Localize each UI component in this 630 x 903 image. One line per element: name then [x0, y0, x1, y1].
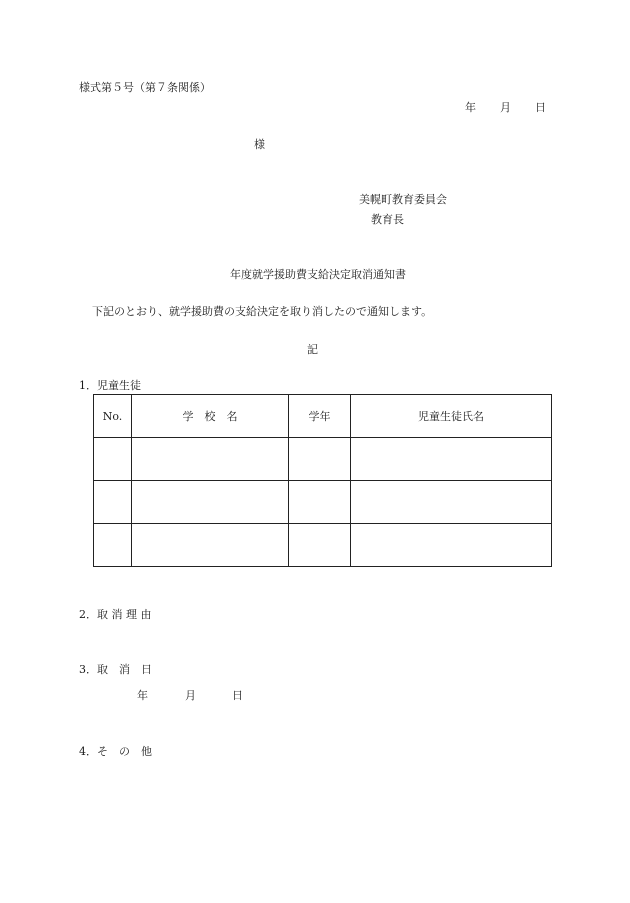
- table-cell-grade[interactable]: [289, 524, 351, 567]
- form-number-label: 様式第５号（第７条関係）: [79, 81, 211, 94]
- table-cell-school-name[interactable]: [132, 438, 289, 481]
- document-title: 年度就学援助費支給決定取消通知書: [230, 268, 406, 281]
- cancel-date-day-label: 日: [232, 689, 243, 702]
- section-cancel-reason-heading: 2．取 消 理 由: [79, 608, 152, 621]
- column-header-student-name: 児童生徒氏名: [351, 395, 552, 438]
- table-cell-no[interactable]: [94, 524, 132, 567]
- table-cell-school-name[interactable]: [132, 481, 289, 524]
- notice-body-text: 下記のとおり、就学援助費の支給決定を取り消したので通知します。: [92, 305, 433, 318]
- table-header-row: [94, 395, 552, 438]
- ki-heading: 記: [307, 343, 318, 356]
- issue-date-day-label: 日: [535, 101, 546, 114]
- section-other-heading: 4．そ の 他: [79, 745, 152, 758]
- table-cell-grade[interactable]: [289, 438, 351, 481]
- table-row: [94, 438, 552, 481]
- table-cell-no[interactable]: [94, 438, 132, 481]
- cancel-date-month-label: 月: [185, 689, 196, 702]
- issue-date-year-label: 年: [465, 101, 476, 114]
- table-cell-student-name[interactable]: [351, 438, 552, 481]
- section-students-heading: 1．児童生徒: [79, 379, 141, 392]
- table-row: [94, 481, 552, 524]
- table-row: [94, 524, 552, 567]
- issuer-organization: 美幌町教育委員会: [359, 193, 447, 206]
- column-header-no: No.: [94, 395, 132, 438]
- table-cell-student-name[interactable]: [351, 481, 552, 524]
- column-header-grade: 学年: [289, 395, 351, 438]
- section-cancel-date-heading: 3．取 消 日: [79, 663, 152, 676]
- table-cell-grade[interactable]: [289, 481, 351, 524]
- table-cell-school-name[interactable]: [132, 524, 289, 567]
- recipient-honorific: 様: [254, 138, 265, 151]
- table-cell-no[interactable]: [94, 481, 132, 524]
- issue-date-month-label: 月: [500, 101, 511, 114]
- table-cell-student-name[interactable]: [351, 524, 552, 567]
- issuer-title: 教育長: [371, 213, 404, 226]
- cancel-date-year-label: 年: [137, 689, 148, 702]
- student-table: [93, 394, 552, 567]
- column-header-school-name: 学 校 名: [132, 395, 289, 438]
